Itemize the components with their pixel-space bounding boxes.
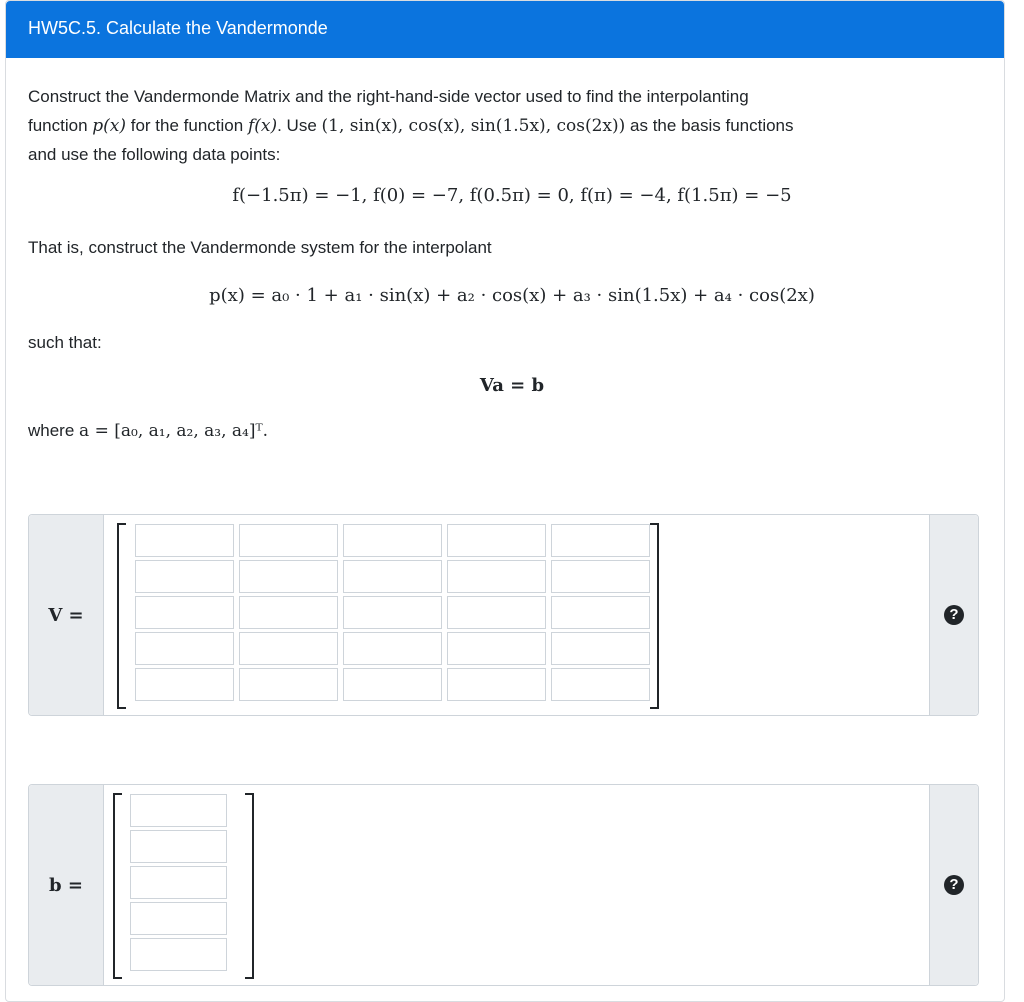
- matrix-v-input[interactable]: [448, 525, 545, 556]
- matrix-v-input[interactable]: [240, 561, 337, 592]
- vector-b-input[interactable]: [131, 903, 226, 934]
- matrix-v-cell[interactable]: [135, 596, 234, 629]
- matrix-v-cell[interactable]: [447, 560, 546, 593]
- matrix-v-cell[interactable]: [135, 632, 234, 665]
- interpolant-equation: p(x) = a₀ · 1 + a₁ · sin(x) + a₂ · cos(x) + a₃ · sin(1.5x) + a₄ · cos(2x): [209, 285, 815, 306]
- matrix-v-cell[interactable]: [239, 596, 338, 629]
- matrix-v-input[interactable]: [240, 633, 337, 664]
- where-line: where a = [a₀, a₁, a₂, a₃, a₄]ᵀ.: [28, 421, 269, 441]
- that-is-text: That is, construct the Vandermonde system for the interpolant: [28, 238, 492, 257]
- matrix-v-cell[interactable]: [551, 560, 650, 593]
- vector-b-cell[interactable]: [130, 866, 227, 899]
- question-circle-icon[interactable]: ?: [944, 605, 964, 625]
- matrix-v-cell[interactable]: [447, 668, 546, 701]
- matrix-v-input[interactable]: [448, 597, 545, 628]
- vector-b-input[interactable]: [131, 831, 226, 862]
- such-that-text: such that:: [28, 333, 102, 352]
- left-bracket: [117, 523, 126, 709]
- matrix-v-cell[interactable]: [239, 524, 338, 557]
- matrix-v-input[interactable]: [552, 669, 649, 700]
- matrix-v-cell[interactable]: [343, 668, 442, 701]
- question-title: HW5C.5. Calculate the Vandermonde: [28, 18, 328, 38]
- vector-b-input[interactable]: [131, 795, 226, 826]
- vector-b-input-group: [28, 784, 979, 986]
- matrix-v-cell[interactable]: [551, 596, 650, 629]
- matrix-v-input[interactable]: [136, 525, 233, 556]
- matrix-v-cell[interactable]: [239, 560, 338, 593]
- prompt-line-2: function p(x) for the function f(x). Use (1, sin(x), cos(x), sin(1.5x), cos(2x)) as the basis functions: [28, 116, 794, 136]
- matrix-v-help-button[interactable]: [929, 515, 978, 715]
- vector-b-label: b =: [29, 785, 104, 985]
- matrix-v-input[interactable]: [552, 597, 649, 628]
- matrix-v-cell[interactable]: [343, 524, 442, 557]
- data-points-equation: f(−1.5π) = −1, f(0) = −7, f(0.5π) = 0, f(π) = −4, f(1.5π) = −5: [232, 185, 792, 206]
- matrix-v-cell[interactable]: [343, 596, 442, 629]
- matrix-v-input-group: [28, 514, 979, 716]
- matrix-v-cell[interactable]: [343, 632, 442, 665]
- matrix-v-input[interactable]: [552, 633, 649, 664]
- prompt-line-1: Construct the Vandermonde Matrix and the right-hand-side vector used to find the interpolanting: [28, 87, 749, 106]
- matrix-v-cell[interactable]: [447, 524, 546, 557]
- matrix-v-input[interactable]: [552, 525, 649, 556]
- matrix-v-cell[interactable]: [343, 560, 442, 593]
- card-header: [6, 1, 1004, 58]
- prompt-line-3: and use the following data points:: [28, 145, 281, 164]
- vector-b-cell[interactable]: [130, 902, 227, 935]
- vector-b-cell[interactable]: [130, 938, 227, 971]
- matrix-v-input[interactable]: [240, 669, 337, 700]
- matrix-v-cell[interactable]: [239, 668, 338, 701]
- matrix-v-cell[interactable]: [135, 668, 234, 701]
- matrix-v-input[interactable]: [344, 669, 441, 700]
- right-bracket: [245, 793, 254, 979]
- matrix-v-input[interactable]: [448, 633, 545, 664]
- matrix-v-input[interactable]: [136, 669, 233, 700]
- matrix-v-cell[interactable]: [551, 668, 650, 701]
- vector-b-cell[interactable]: [130, 830, 227, 863]
- right-bracket: [650, 523, 659, 709]
- system-equation: Va = b: [479, 375, 545, 396]
- matrix-v-input[interactable]: [552, 561, 649, 592]
- matrix-v-input[interactable]: [344, 561, 441, 592]
- matrix-v-cell[interactable]: [551, 632, 650, 665]
- vector-b-input[interactable]: [131, 939, 226, 970]
- matrix-v-input[interactable]: [240, 597, 337, 628]
- vector-b-help-button[interactable]: [929, 785, 978, 985]
- matrix-v-input[interactable]: [136, 561, 233, 592]
- left-bracket: [113, 793, 122, 979]
- matrix-v-input[interactable]: [344, 597, 441, 628]
- matrix-v-input[interactable]: [344, 525, 441, 556]
- vector-b-cell[interactable]: [130, 794, 227, 827]
- question-circle-icon[interactable]: ?: [944, 875, 964, 895]
- matrix-v-input[interactable]: [344, 633, 441, 664]
- matrix-v-input[interactable]: [136, 597, 233, 628]
- matrix-v-cell[interactable]: [239, 632, 338, 665]
- vector-b-input[interactable]: [131, 867, 226, 898]
- matrix-v-label: V =: [29, 515, 104, 715]
- matrix-v-cell[interactable]: [135, 560, 234, 593]
- matrix-v-cell[interactable]: [447, 632, 546, 665]
- matrix-v-cell[interactable]: [135, 524, 234, 557]
- matrix-v-input[interactable]: [448, 669, 545, 700]
- matrix-v-input[interactable]: [448, 561, 545, 592]
- matrix-v-input[interactable]: [240, 525, 337, 556]
- matrix-v-input[interactable]: [136, 633, 233, 664]
- matrix-v-cell[interactable]: [447, 596, 546, 629]
- matrix-v-cell[interactable]: [551, 524, 650, 557]
